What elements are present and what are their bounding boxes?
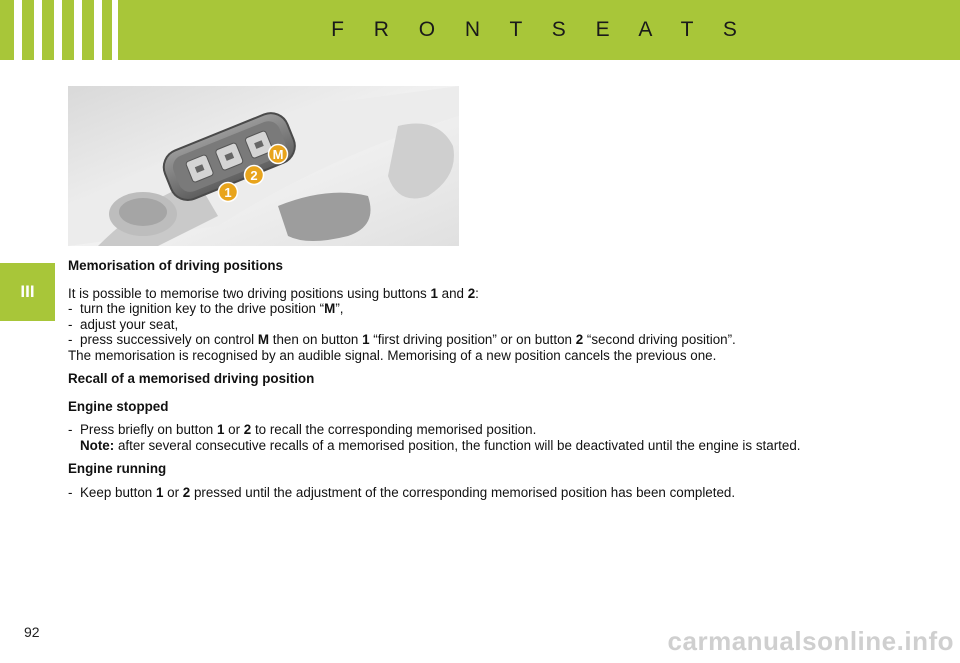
- callout-1: [219, 183, 238, 202]
- subheading-engine-running: Engine running: [68, 461, 167, 476]
- page-title: F R O N T S E A T S: [331, 18, 749, 41]
- step-adjust-seat: - adjust your seat,: [68, 316, 179, 332]
- header-stripe: [54, 0, 62, 60]
- header-stripe: [112, 0, 118, 60]
- step-press-control: - press successively on control M then on button 1 “first driving position” or on button 2 “second driving position”.: [68, 332, 736, 347]
- intro-text: It is possible to memorise two driving positions using buttons 1 and 2:: [68, 285, 479, 301]
- header-stripe: [94, 0, 102, 60]
- header-stripe: [34, 0, 42, 60]
- chapter-tab: III: [0, 263, 55, 321]
- heading-recall: Recall of a memorised driving position: [68, 371, 315, 386]
- recall-step-stopped: - Press briefly on button 1 or 2 to recall the corresponding memorised position.: [68, 422, 537, 437]
- callout-m: [269, 145, 288, 164]
- step-ignition: - turn the ignition key to the drive position “M”,: [68, 301, 344, 316]
- page-number: 92: [24, 624, 40, 640]
- svg-text:2: 2: [250, 168, 258, 183]
- header-stripe: [74, 0, 82, 60]
- header-bar: [0, 0, 960, 60]
- subheading-engine-stopped: Engine stopped: [68, 398, 169, 414]
- heading-memorisation: Memorisation of driving positions: [68, 258, 284, 273]
- watermark: carmanualsonline.info: [667, 626, 954, 656]
- svg-text:M: M: [272, 147, 284, 162]
- header-stripe: [14, 0, 22, 60]
- content: [68, 258, 898, 500]
- memorisation-note: The memorisation is recognised by an audible signal. Memorising of a new position cancels the previous one.: [68, 347, 717, 363]
- note-text: Note: after several consecutive recalls of a memorised position, the function will be deactivated until the engine is started.: [80, 437, 801, 453]
- recall-step-running: - Keep button 1 or 2 pressed until the adjustment of the corresponding memorised position has been completed.: [68, 484, 736, 500]
- seat-memory-photo: [68, 86, 459, 246]
- svg-text:1: 1: [224, 185, 232, 200]
- callout-2: [245, 166, 264, 185]
